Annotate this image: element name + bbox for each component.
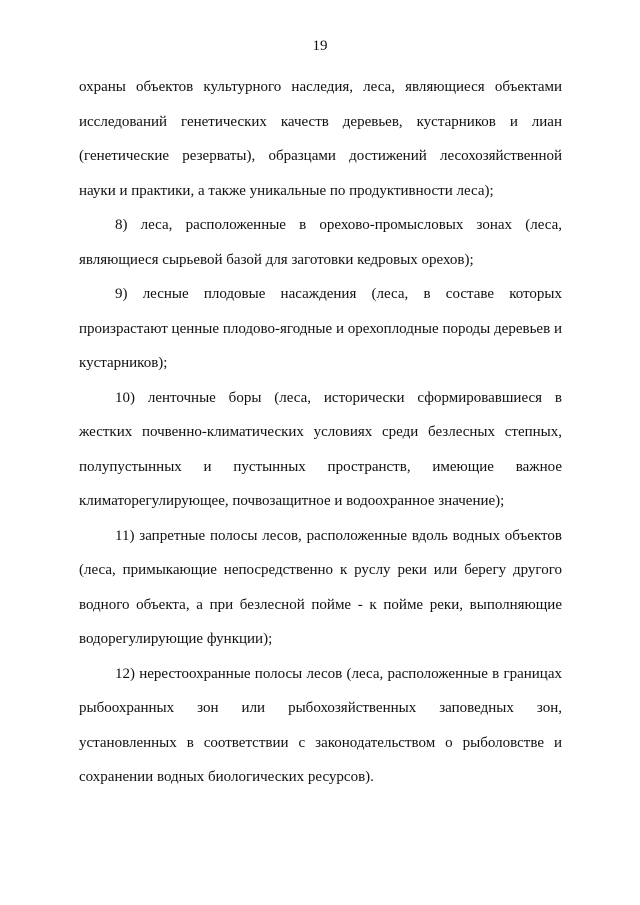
document-body <box>79 74 562 799</box>
text-line: сохранении водных биологических ресурсов). <box>79 769 374 785</box>
text-line: водорегулирующие функции); <box>79 631 273 647</box>
text-line: кустарников); <box>79 355 168 371</box>
text-line: 9) лесные плодовые насаждения (леса, в составе которых <box>115 286 562 302</box>
text-line: произрастают ценные плодово-ягодные и орехоплодные породы деревьев и <box>79 320 562 337</box>
text-line: (леса, примыкающие непосредственно к руслу реки или берегу другого <box>79 562 562 578</box>
paragraph-item-9 <box>79 281 562 385</box>
text-line: рыбоохранных зон или рыбохозяйственных заповедных зон, <box>79 700 562 716</box>
text-line: водного объекта, а при безлесной пойме - к пойме реки, выполняющие <box>79 596 562 613</box>
text-line: 8) леса, расположенные в орехово-промысловых зонах (леса, <box>115 217 562 233</box>
text-line: полупустынных и пустынных пространств, имеющие важное <box>79 458 562 475</box>
text-line: жестких почвенно-климатических условиях среди безлесных степных, <box>79 424 562 440</box>
text-line: охраны объектов культурного наследия, леса, являющиеся объектами <box>79 79 562 95</box>
page-number: 19 <box>312 38 328 54</box>
paragraph-continuation <box>79 74 562 212</box>
paragraph-item-8 <box>79 212 562 281</box>
text-line: 12) нерестоохранные полосы лесов (леса, расположенные в границах <box>115 665 562 682</box>
text-line: 11) запретные полосы лесов, расположенные вдоль водных объектов <box>115 527 562 544</box>
paragraph-item-12 <box>79 661 562 799</box>
text-line: науки и практики, а также уникальные по продуктивности леса); <box>79 182 494 199</box>
text-line: (генетические резерваты), образцами достижений лесохозяйственной <box>79 148 562 164</box>
paragraph-item-11 <box>79 523 562 661</box>
text-line: 10) ленточные боры (леса, исторически сформировавшиеся в <box>115 389 562 406</box>
text-line: установленных в соответствии с законодательством о рыболовстве и <box>79 734 562 751</box>
text-line: климаторегулирующее, почвозащитное и водоохранное значение); <box>79 493 505 509</box>
text-line: исследований генетических качеств деревьев, кустарников и лиан <box>79 113 562 130</box>
paragraph-item-10 <box>79 385 562 523</box>
text-line: являющиеся сырьевой базой для заготовки кедровых орехов); <box>79 251 474 268</box>
